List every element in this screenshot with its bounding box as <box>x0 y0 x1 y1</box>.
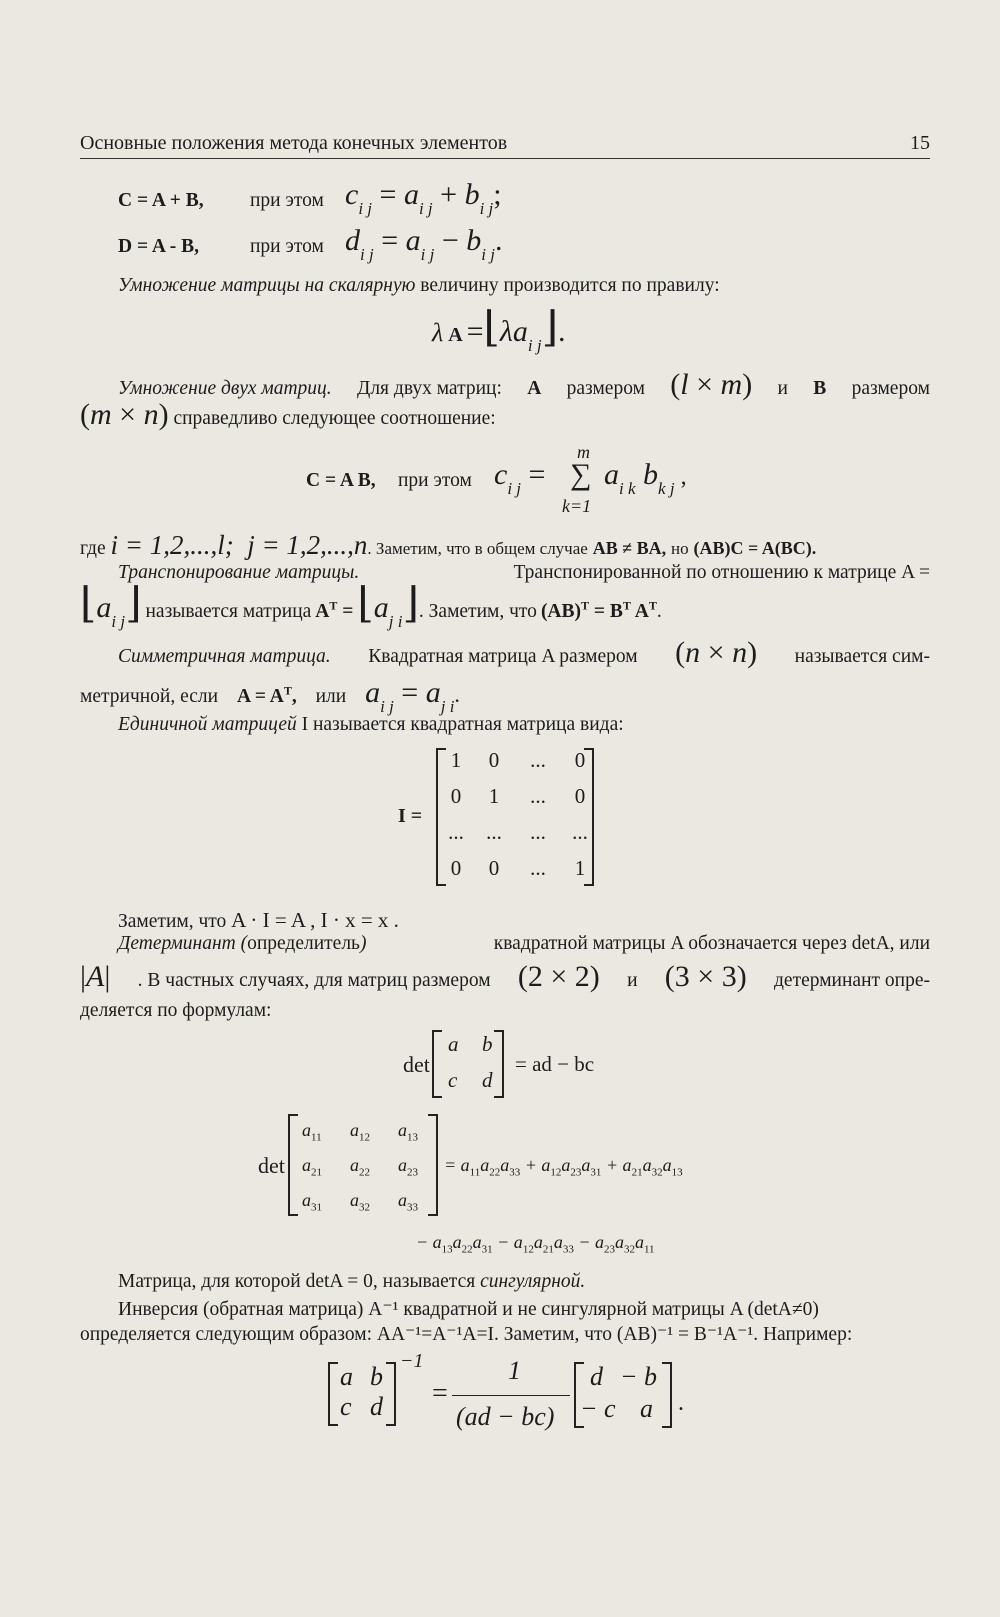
product-and: и <box>777 378 788 399</box>
product-formula: ci j = <box>494 458 546 498</box>
det3-rhs-line1: = $a_{11}a_{22}a_{33} + a_{12}a_{23}a_{31} + a_{21}a_{32}a_{13}$ <box>444 1155 683 1179</box>
size-m-by-n: (m × n) <box>80 398 169 431</box>
transpose-line2: ⌊ai j⌋ называется матрица $A^T$ = ⌊aj i⌋. Заметим, что $(AB)^T = B^T$ $A^T$. <box>80 581 662 631</box>
determinant-text1: квадратной матрицы A обозначается через detA, или <box>493 933 930 954</box>
transpose-note: . Заметим, что <box>418 601 537 622</box>
diff-text: при этом <box>250 236 324 257</box>
product-line1 <box>118 368 930 402</box>
symmetric-line1 <box>118 636 930 670</box>
transpose-called: называется матрица <box>145 601 312 622</box>
product-formula-lhs: C = A B, <box>306 470 376 491</box>
det3-label: det <box>258 1153 285 1178</box>
running-header <box>80 132 930 155</box>
sum-upper-limit: m <box>577 442 590 462</box>
inv-right-bracket <box>386 1362 396 1426</box>
symmetric-italic: Симметричная матрица. <box>118 646 331 667</box>
scalar-rest: величину производится по правилу: <box>420 275 720 296</box>
transpose-italic: Транспонирование матрицы. <box>118 562 360 583</box>
product-line2 <box>80 398 496 432</box>
identity-note: Заметим, что A · I = A , I · x = x . <box>118 908 399 932</box>
determinant-line2 <box>80 960 930 994</box>
determinant-italic: Детерминант ( <box>118 933 248 954</box>
diff-lhs: D = A - B, <box>118 236 199 257</box>
abs-A: |A| <box>80 960 111 993</box>
det3-right-bracket <box>428 1114 438 1216</box>
but-word: но <box>670 539 689 558</box>
scalar-line <box>118 275 720 297</box>
identity-cell: 1 <box>574 856 586 880</box>
size-3-by-3: (3 × 3) <box>664 960 747 993</box>
determinant-text2: . В частных случаях, для матриц размером <box>137 970 491 991</box>
identity-cell: ... <box>530 856 546 880</box>
size-l-by-m: (l × m) <box>670 368 753 401</box>
identity-cell: 0 <box>450 784 462 808</box>
transpose-text: Транспонированной по отношению к матрице A = <box>513 562 930 583</box>
identity-rest: I называется квадратная матрица вида: <box>301 714 624 735</box>
identity-cell: ... <box>530 820 546 844</box>
identity-note-word: Заметим, что <box>118 911 227 932</box>
identity-cell: 0 <box>574 748 586 772</box>
identity-cell: 0 <box>488 748 500 772</box>
ab-ne-ba: AB ≠ BA, <box>592 538 667 558</box>
product-text1: Для двух матриц: <box>357 378 502 399</box>
singular-text: Матрица, для которой detA = 0, называется <box>118 1271 476 1292</box>
product-size-word-2: размером <box>851 378 930 399</box>
where-word: где <box>80 538 106 559</box>
noncommute-note: . Заметим, что в общем случае <box>367 539 588 558</box>
product-text2: справедливо следующее соотношение: <box>173 408 496 429</box>
identity-cell: 0 <box>488 856 500 880</box>
determinant-text4: деляется по формулам: <box>80 1000 272 1021</box>
det3-rhs-line2: − $a_{13}a_{22}a_{31} - a_{12}a_{21}a_{33} - a_{23}a_{32}a_{11}$ <box>416 1232 655 1256</box>
det2-rhs: = ad − bc <box>515 1052 595 1076</box>
identity-cell: 1 <box>450 748 462 772</box>
sum-sign: ∑ <box>570 458 592 491</box>
singular-italic: сингулярной. <box>480 1271 586 1292</box>
sum-lhs: C = A + B, <box>118 190 204 211</box>
det2-left-bracket <box>432 1030 442 1098</box>
header-rule <box>80 158 930 159</box>
sum-text: при этом <box>250 190 324 211</box>
size-2-by-2: (2 × 2) <box>517 960 600 993</box>
adj-right-bracket <box>662 1362 672 1428</box>
symmetric-or: или <box>315 686 347 707</box>
identity-label: I = <box>398 805 423 827</box>
inverse-line2: определяется следующим образом: AA⁻¹=A⁻¹A=I. Заметим, что (AB)⁻¹ = B⁻¹A⁻¹. Например: <box>80 1324 853 1345</box>
singular-line <box>118 1271 585 1293</box>
identity-cell: ... <box>486 820 502 844</box>
inv-left-bracket <box>328 1362 338 1426</box>
identity-cell: ... <box>530 748 546 772</box>
product-B: B <box>813 378 827 399</box>
index-ranges: i = 1,2,...,l; j = 1,2,...,n <box>110 530 368 560</box>
identity-cell: 0 <box>574 784 586 808</box>
det3-left-bracket <box>288 1114 298 1216</box>
page-number: 15 <box>910 132 930 154</box>
identity-cell: ... <box>448 820 464 844</box>
product-size-word: размером <box>566 378 645 399</box>
symmetric-line2: метричной, если $A = A^T$, или ai j = aj i. <box>80 676 460 716</box>
determinant-and: и <box>627 970 638 991</box>
product-A: A <box>527 378 542 399</box>
sum-formula: ci j = ai j + bi j; <box>345 178 502 218</box>
identity-cell: ... <box>572 820 588 844</box>
header-title: Основные положения метода конечных элементов <box>80 132 508 154</box>
symmetric-text3: метричной, если <box>80 686 219 707</box>
inverse-line1: Инверсия (обратная матрица) A⁻¹ квадратной и не сингулярной матрицы A (detA≠0) <box>118 1299 819 1320</box>
page: Основные положения метода конечных элементов 15 C = A + B, при этом ci j = ai j + bi j; D = A - B, при этом di j = ai j − bi j. Умножение матрицы на скалярную величину производится по правилу: λ A =⌊λai j⌋. Умножение двух матриц. Для двух матриц: A размером (l × m) и B размером (m × n) справедливо следующее соотношение: C = A B, при этом ci j = m ∑ k=1 ai k bk j , где i = 1,2,...,l; j = 1,2,...,n. Заметим, что в общем случае AB ≠ BA, но (AB)C = A(BC). Транспонирование матрицы. Транспонированной по отношению к матрице A = ⌊ai j⌋ называется матрица $A^T$ = ⌊aj i⌋. Заметим, что $(AB)^T = B^T$ $A^T$. Симметричная матрица. Квадратная матрица A размером (n × n) называется сим- метричной, если $A = A^T$, или ai j = aj i. Единичной матрицей I называется квадратная матрица вида: I = 1 0 ... 0 0 1 ... 0 ... ... ... ... 0 0 ... 1 Заметим, что A · I = A , I · x = x . Детерминант (определитель) квадратной матрицы A обозначается через detA, или |A| . В частных случаях, для матриц размером (2 × 2) и (3 × 3) детерминант опре- деляется по формулам: det a b c d = ad − bc det $a_{11}$ $a_{12}$ $a_{13}$ $a_{21}$ $a_{22}$ $a_{23}$ $a_{31}$ $a_{32}$ $a_{33}$ = $a_{11}a_{22}a_{33} + a_{12}a_{23}a_{31} + a_{21}a_{32}a_{13}$ − $a_{13}a_{22}a_{31} - a_{12}a_{21}a_{33} - a_{23}a_{32}a_{11}$ Матрица, для которой detA = 0, называется сингулярной. Инверсия (обратная матрица) A⁻¹ квадратной и не сингулярной матрицы A (detA≠0) определяется следующим образом: AA⁻¹=A⁻¹A=I. Заметим, что (AB)⁻¹ = B⁻¹A⁻¹. Например: a b c d −1 = 1 (ad − bc) d − b − c a . <box>80 132 930 1431</box>
sum-lower-limit: k=1 <box>562 496 592 516</box>
product-formula-rhs: ai k bk j , <box>604 458 687 498</box>
fraction-bar <box>452 1395 570 1396</box>
associativity: (AB)C = A(BC). <box>693 538 817 558</box>
identity-cell: ... <box>530 784 546 808</box>
det2-right-bracket <box>494 1030 504 1098</box>
determinant-paren: определитель <box>247 933 360 954</box>
diff-formula: di j = ai j − bi j. <box>345 224 503 264</box>
product-formula-text: при этом <box>398 470 472 491</box>
det2-label: det <box>403 1052 430 1077</box>
indices-line <box>80 530 816 561</box>
scalar-formula: λ A =⌊λai j⌋. <box>432 305 566 355</box>
symmetric-text2: называется сим- <box>794 646 930 667</box>
product-italic: Умножение двух матриц. <box>118 378 332 399</box>
identity-cell: 0 <box>450 856 462 880</box>
determinant-text3: детерминант опре- <box>774 970 930 991</box>
determinant-line1: Детерминант (определитель) квадратной матрицы A обозначается через detA, или <box>118 933 930 954</box>
size-n-by-n: (n × n) <box>675 636 758 669</box>
identity-italic: Единичной матрицей <box>118 714 297 735</box>
identity-cell: 1 <box>488 784 500 808</box>
scalar-italic: Умножение матрицы на скалярную <box>118 275 416 296</box>
identity-line <box>118 714 624 736</box>
symmetric-text1: Квадратная матрица A размером <box>368 646 638 667</box>
